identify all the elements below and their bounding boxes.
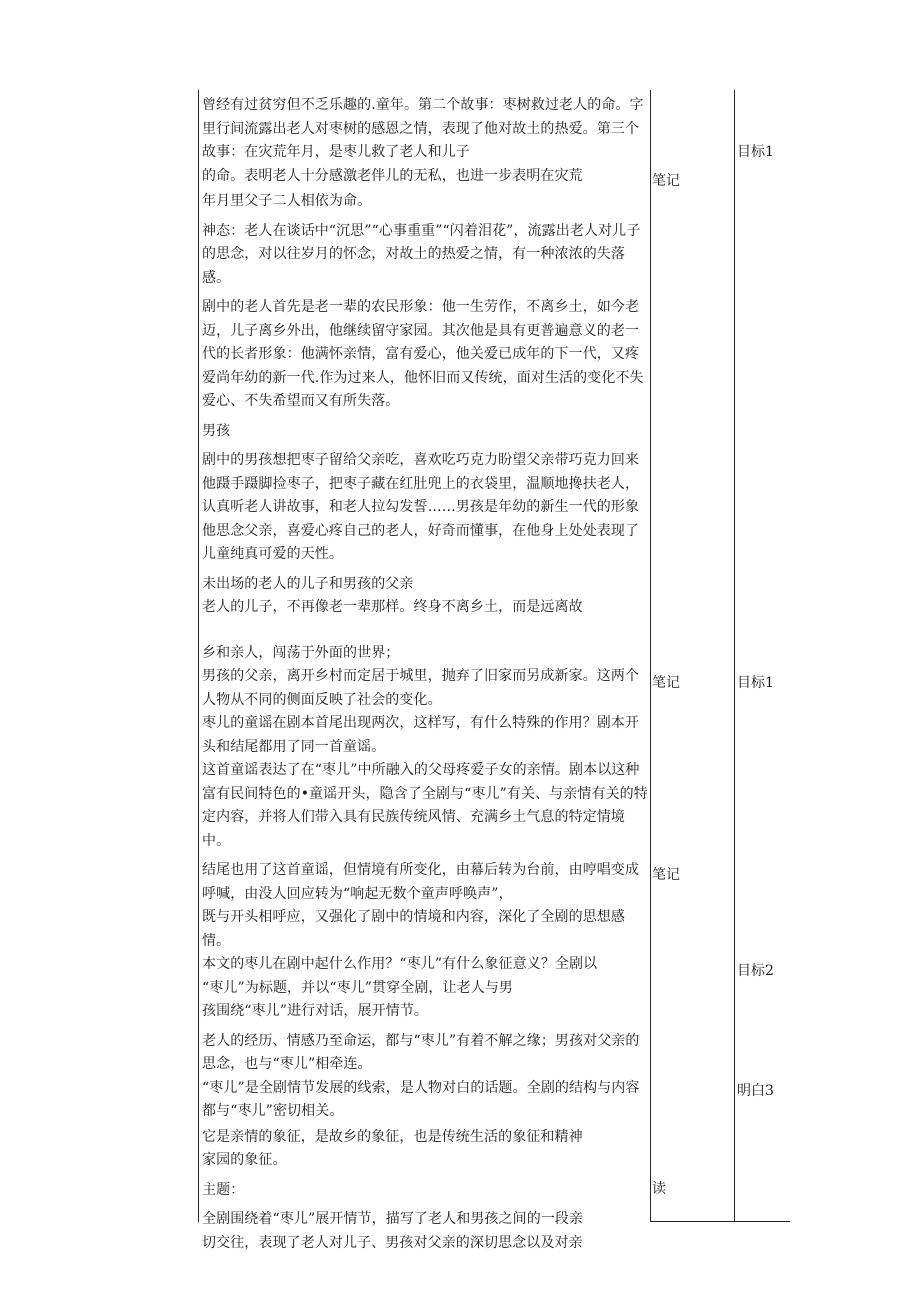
paragraph-theme-cont: 切交往，表现了老人对儿子、男孩对父亲的深切思念以及对亲	[202, 1234, 583, 1251]
heading-theme: 主题：	[202, 1181, 245, 1198]
paragraph-bond: 老人的经历、情感乃至命运，都与“枣儿”有着不解之缘；男孩对父亲的思念，也与“枣儿”相牵连。	[202, 1032, 640, 1072]
paragraph-rhyme-opening: 这首童谣表达了在“枣儿”中所融入的父母疼爱子女的亲情。剧本以这种富有民间特色的•童谣开头，隐含了全剧与“枣儿”有关、与亲情有关的特定内容，并将人们带入具有民族传统风情、充满乡土气息的特定情境中。	[202, 762, 648, 849]
goal-label-1: 目标1	[737, 144, 774, 160]
paragraph-title-role: “枣儿”为标题，并以“枣儿”贯穿全剧，让老人与男	[202, 979, 514, 996]
paragraph-stories-end: 年月里父子二人相依为命。	[202, 193, 372, 209]
paragraph-old-man: 剧中的老人首先是老一辈的农民形象：他一生劳作，不离乡土，如今老迈，儿子离乡外出，他继续留守家园。其次他是具有更普遍意义的老一代的长者形象：他满怀亲情，富有爱心，他关爱已成年的下一代，又疼爱尚年幼的新一代.作为过来人，他怀旧而又传统，面对生活的变化不失爱心、不失希望而又有所失落。	[202, 299, 644, 409]
paragraph-symbol: 它是亲情的象征，是故乡的象征，也是传统生活的象征和精神	[202, 1128, 583, 1145]
paragraph-rhyme-ending: 结尾也用了这首童谣，但情境有所变化，由幕后转为台前，由哼唱变成呼喊，由没人回应转为“响起无数个童声呼唤声”，	[202, 862, 640, 902]
table-divider-2	[734, 90, 735, 1222]
paragraph-son-cont: 乡和亲人，闯荡于外面的世界；	[202, 644, 400, 661]
paragraph-stories: 曾经有过贫穷但不乏乐趣的.童年。第二个故事：枣树救过老人的命。字里行间流露出老人对枣树的感恩之情，表现了他对故土的热爱。第三个故事：在灾荒年月，是枣儿救了老人和儿子	[202, 97, 644, 160]
paragraph-question-symbol: 本文的枣儿在剧中起什么作用？“枣儿”有什么象征意义？全剧以	[202, 956, 598, 972]
goal-label-2: 目标2	[737, 963, 774, 979]
notes-label-3: 笔记	[652, 867, 680, 883]
goal-label-1b: 目标1	[737, 675, 774, 691]
paragraph-father: 男孩的父亲，离开乡村而定居于城里，抛弃了旧家而另成新家。这两个人物从不同的侧面反映了社会的变化。	[202, 668, 640, 708]
paragraph-boy: 剧中的男孩想把枣子留给父亲吃，喜欢吃巧克力盼望父亲带巧克力回来他蹑手蹑脚捡枣子，把枣子藏在红肚兜上的衣袋里，温顺地搀扶老人，认真听老人讲故事，和老人拉勾发誓……男孩是年幼的新生一代的形象他思念父亲，喜爱心疼自己的老人，好奇而懂事，在他身上处处表现了儿童纯真可爱的天性。	[202, 452, 640, 562]
blank-gap	[202, 620, 652, 642]
paragraph-son: 老人的儿子，不再像老一辈那样。终身不离乡土，而是远离故	[202, 599, 583, 615]
content-column	[202, 94, 652, 1255]
paragraph-clue: “枣儿”是全剧情节发展的线索，是人物对白的话题。全剧的结构与内容都与“枣儿”密切相关。	[202, 1079, 640, 1119]
paragraph-symbol-end: 家园的象征。	[202, 1152, 287, 1168]
notes-label-1: 笔记	[652, 173, 680, 189]
heading-boy: 男孩	[202, 422, 231, 439]
read-label: 读	[652, 1181, 666, 1197]
paragraph-theme: 全剧围绕着“枣儿”展开情节，描写了老人和男孩之间的一段亲	[202, 1211, 584, 1227]
table-border-left	[198, 90, 199, 1222]
table-border-bottom	[650, 1221, 790, 1222]
paragraph-stories-cont: 的命。表明老人十分感激老伴儿的无私，也进一步表明在灾荒	[202, 167, 583, 184]
paragraph-question-rhyme: 枣儿的童谣在剧本首尾出现两次，这样写，有什么特殊的作用？剧本开头和结尾都用了同一首童谣。	[202, 715, 640, 755]
notes-label-2: 笔记	[652, 675, 680, 691]
understand-label-3: 明白3	[737, 1083, 774, 1099]
paragraph-rhyme-effect: 既与开头相呼应，又强化了剧中的情境和内容，深化了全剧的思想感情。	[202, 909, 625, 949]
paragraph-dialogue: 孩围绕“枣儿”进行对话，展开情节。	[202, 1003, 429, 1019]
paragraph-expression: 神态：老人在谈话中“沉思”“心事重重”“闪着泪花”，流露出老人对儿子的思念，对以往岁月的怀念，对故土的热爱之情，有一种浓浓的失落感。	[202, 222, 641, 286]
heading-absent-characters: 未出场的老人的儿子和男孩的父亲	[202, 575, 414, 592]
